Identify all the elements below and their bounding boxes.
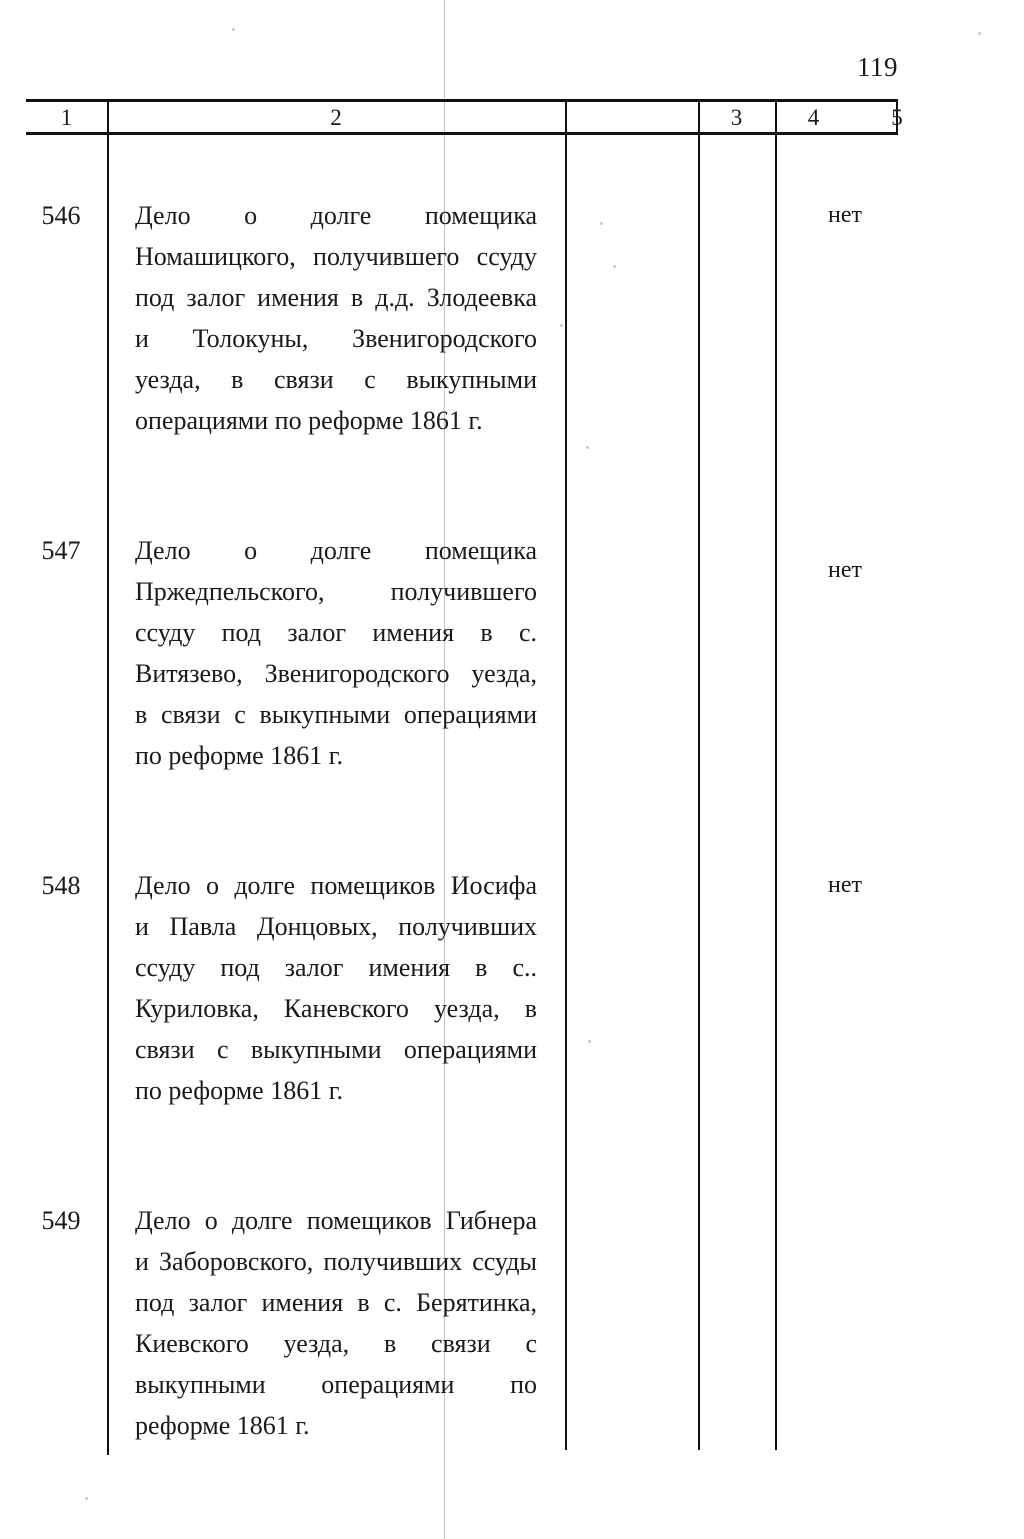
row-description	[135, 530, 537, 776]
column-header-4: 4	[807, 105, 820, 130]
description-line: Дело о долге помещиков Иосифа	[135, 871, 537, 900]
column-header-5: 5	[891, 105, 903, 130]
row-number: 548	[41, 871, 81, 900]
scan-speck	[978, 32, 981, 35]
row-description	[135, 195, 537, 441]
column-divider-4	[775, 99, 777, 1450]
scan-speck	[85, 1497, 88, 1500]
description-line: Пржедпельского, получившего	[135, 577, 537, 606]
description-line: операциями по реформе 1861 г.	[135, 406, 483, 435]
description-line: связи с выкупными операциями	[135, 1035, 537, 1064]
row-number: 546	[41, 201, 81, 230]
row-number: 549	[41, 1206, 81, 1235]
row-availability-mark: нет	[828, 872, 862, 898]
description-line: выкупными операциями по	[135, 1370, 537, 1399]
description-line: Номашицкого, получившего ссуду	[135, 242, 537, 271]
description-line: Дело о долге помещика	[135, 536, 537, 565]
row-number: 547	[41, 536, 81, 565]
description-line: ссуду под залог имения в с.	[135, 618, 537, 647]
description-line: Куриловка, Каневского уезда, в	[135, 994, 537, 1023]
description-line: ссуду под залог имения в с..	[135, 953, 537, 982]
column-divider-2	[565, 99, 567, 1450]
inventory-table	[26, 99, 903, 1455]
description-line: Дело о долге помещика	[135, 201, 537, 230]
description-line: реформе 1861 г.	[135, 1411, 310, 1440]
description-line: и Заборовского, получивших ссуды	[135, 1247, 537, 1276]
description-line: и Толокуны, Звенигородского	[135, 324, 537, 353]
row-description	[135, 1200, 537, 1446]
description-line: под залог имения в д.д. Злодеевка	[135, 283, 537, 312]
description-line: по реформе 1861 г.	[135, 741, 343, 770]
description-line: под залог имения в с. Берятинка,	[135, 1288, 537, 1317]
description-line: по реформе 1861 г.	[135, 1076, 343, 1105]
row-availability-mark: нет	[828, 557, 862, 583]
column-divider-3	[698, 99, 700, 1450]
column-header-1: 1	[60, 105, 73, 130]
column-header-2: 2	[330, 105, 342, 130]
description-line: Киевского уезда, в связи с	[135, 1329, 537, 1358]
description-line: Дело о долге помещиков Гибнера	[135, 1206, 537, 1235]
table-top-border	[26, 99, 898, 102]
column-header-3: 3	[730, 105, 743, 130]
row-description	[135, 865, 537, 1111]
table-header-border	[26, 132, 898, 135]
page-number: 119	[857, 52, 898, 82]
description-line: Витязево, Звенигородского уезда,	[135, 659, 537, 688]
scan-speck	[232, 28, 235, 31]
description-line: в связи с выкупными операциями	[135, 700, 537, 729]
description-line: и Павла Донцовых, получивших	[135, 912, 537, 941]
row-availability-mark: нет	[828, 202, 862, 228]
column-divider-1	[107, 99, 109, 1455]
description-line: уезда, в связи с выкупными	[135, 365, 537, 394]
